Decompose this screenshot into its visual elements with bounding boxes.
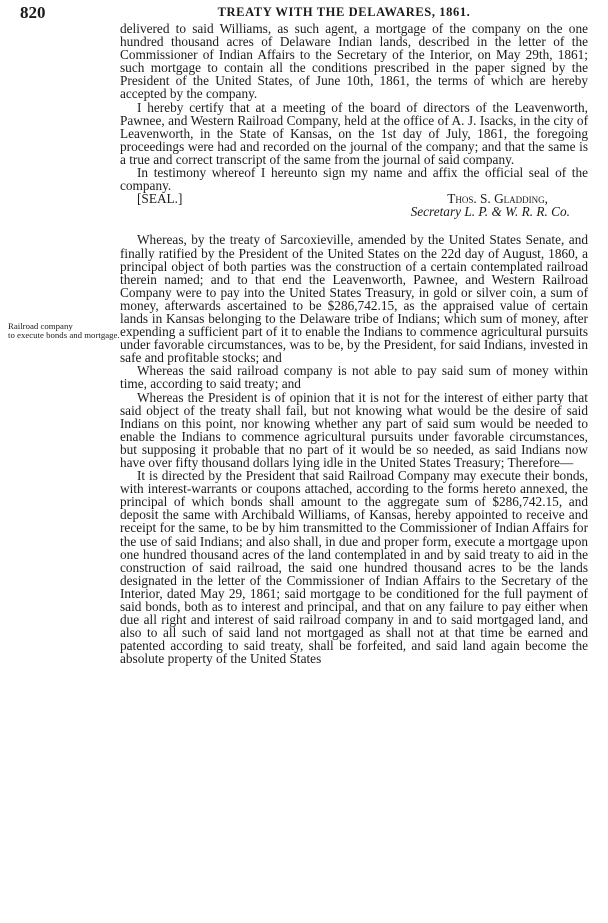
signer-title: Secretary L. P. & W. R. R. Co. [410,204,570,220]
page-header [20,3,588,23]
running-title: TREATY WITH THE DELAWARES, 1861. [217,5,471,19]
certificate-paragraph-2: I hereby certify that at a meeting of the board of directors of the Leavenworth, Pawnee, and Western Railroad Company, held at the office of A. J. Isacks, in the city of Leavenworth, in the State of Kansas, on the 1st day of July, 1861, the foregoing proceedings were had and recorded on the journal of the company; and that the same is a true and correct transcript of the same from the journal of said company. [120,99,588,167]
certificate-paragraph-1: delivered to said Williams, as such agent, a mortgage of the company on the one hundred thousand acres of Delaware Indian lands, described in the letter of the Commissioner of Indian Affairs to the Secretary of the Interior, on May 29th, 1861; such mortgage to contain all the conditions prescribed in the paper signed by the President of the United States, of June 10th, 1861, the terms of which are hereby accepted by the company. [120,21,588,102]
body-paragraph-1: Whereas, by the treaty of Sarcoxieville, amended by the United States Senate, and finally ratified by the President of the United States on the 22d day of August, 1860, a principal object of both parties was the construction of a certain contemplated railroad therein named; and to that end the Leavenworth, Pawnee, and Western Railroad Company were to pay into the United States Treasury, in gold or silver coin, a sum of money, afterwards ascertained to be $286,742.15, as the appraised value of certain lands in Kansas belonging to the Delaware tribe of Indians; which sum of money, after expending a sufficient part of it to enable the Indians to commence agricultural pursuits under favorable circumstances, was to be, by the President, for said Indians, invested in safe and profitable stocks; and [120,232,588,366]
certificate-paragraph-3: In testimony whereof I hereunto sign my name and affix the official seal of the company. [120,165,588,194]
page-number: 820 [20,3,46,22]
section-gap [120,218,588,233]
seal-mark: [SEAL.] [137,191,183,207]
document-body [120,22,588,666]
signer-name: Thos. S. Gladding, [447,191,548,207]
body-paragraph-4: It is directed by the President that said Railroad Company may execute their bonds, with interest-warrants or coupons attached, according to the forms hereto annexed, the principal of which bonds shall amount to the aggregate sum of $286,742.15, and deposit the same with Archibald Williams, of Kansas, hereby appointed to receive and receipt for the same, to be by him transmitted to the Commissioner of Indian Affairs for the use of said Indians; and also shall, in due and proper form, execute a mortgage upon one hundred thousand acres of the land contemplated in and by said treaty to aid in the construction of said railroad, the said one hundred thousand acres to be the lands designated in the letter of the Commissioner of Indian Affairs to the Secretary of the Interior, dated May 29, 1861; said mortgage to be conditioned for the full payment of said bonds, both as to interest and principal, and that on any failure to pay either when due all right and interest of said railroad company in and to said mortgaged land, and also to all such of said land not mortgaged as shall not at that time be earned and patented according to said treaty, shall be forfeited, and said land again become the absolute property of the United States [120,468,588,667]
body-paragraph-3: Whereas the President is of opinion that it is not for the interest of either party that said object of the treaty shall fail, but not knowing what would be the desire of said Indians on this point, nor knowing whether any part of said sum would be needed to enable the Indians to commence agricultural pursuits under favorable circumstances, but supposing it probable that no part of it would be so needed, as said Indians now have over fifty thousand dollars lying idle in the United States Treasury; Therefore— [120,389,588,470]
body-paragraph-2: Whereas the said railroad company is not able to pay said sum of money within time, according to said treaty; and [120,363,588,392]
margin-note-line-2: to execute bonds and mortgage. [8,330,120,340]
margin-note-line-1: Railroad company [8,321,73,331]
margin-note [8,322,120,340]
signature-row [120,192,588,205]
